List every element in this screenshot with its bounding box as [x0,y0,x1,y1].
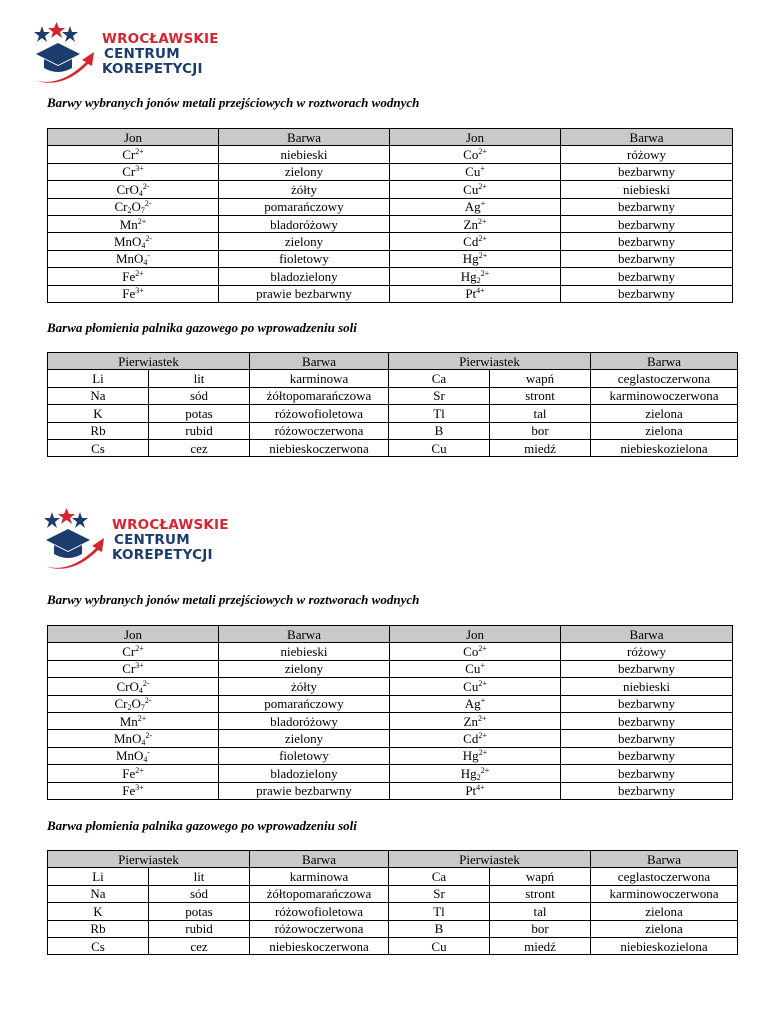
table-row [48,370,738,387]
ion-formula-cell [48,747,219,764]
ion-formula-cell [390,695,561,712]
color-cell: żółty [219,181,390,198]
flame-color-cell: karminowoczerwona [591,885,738,902]
color-cell: zielony [219,660,390,677]
element-symbol-cell: Sr [389,387,490,404]
ion-formula-cell [48,198,219,215]
formula-base: Mn [119,216,138,232]
flame-colors-table [47,352,738,457]
ion-formula-cell [48,730,219,747]
formula-base: Co [463,644,479,660]
color-cell: pomarańczowy [219,695,390,712]
color-cell: niebieski [219,146,390,163]
ion-formula-cell [48,678,219,695]
flame-colors-table [47,850,738,955]
flame-colors-caption: Barwa płomienia palnika gazowego po wprowadzeniu soli [47,818,357,833]
element-symbol-cell: Li [48,868,149,885]
formula-charge: 2- [142,678,150,688]
formula-subscript: 2 [476,275,481,285]
formula-charge: 2- [142,181,150,191]
formula-charge: + [480,661,485,671]
formula-base: CrO [116,181,139,197]
table-row [48,422,738,439]
color-cell: niebieski [561,678,733,695]
element-symbol-cell: Ca [389,370,490,387]
formula-base: Ag [464,696,481,712]
ion-formula-cell [390,268,561,285]
flame-color-cell: niebieskoczerwona [250,439,389,456]
element-name-cell: potas [149,903,250,920]
formula-charge: 4+ [476,286,485,296]
formula-base: MnO [113,234,142,250]
color-cell: bladoróżowy [219,712,390,729]
element-name-cell: cez [149,439,250,456]
formula-charge: 2+ [135,147,144,157]
color-cell: bezbarwny [561,765,733,782]
ion-formula-cell [390,181,561,198]
flame-color-cell: karminowoczerwona [591,387,738,404]
formula-base: MnO [115,251,144,267]
ion-formula-cell [390,146,561,163]
graduation-cap-stars-icon [40,508,112,570]
formula-base: Ag [464,199,481,215]
header-cell: Jon [390,626,561,643]
color-cell: bezbarwny [561,747,733,764]
color-cell: bezbarwny [561,268,733,285]
table-row [48,885,738,902]
table-row [48,215,733,232]
formula-base: Fe [122,268,136,284]
element-symbol-cell: Na [48,387,149,404]
brand-line-2: CENTRUM [114,532,190,548]
table-row [48,712,733,729]
color-cell: fioletowy [219,250,390,267]
brand-line-1: WROCŁAWSKIE [112,517,229,533]
formula-charge: 3+ [135,164,144,174]
header-cell: Jon [48,626,219,643]
flame-rows [48,370,738,457]
ion-formula-cell [390,215,561,232]
header-cell: Barwa [591,851,738,868]
formula-subscript: 2 [127,703,132,713]
formula-charge: + [480,696,486,706]
table-row [48,782,733,799]
table-header-row [48,353,738,370]
formula-subscript: 7 [140,206,145,216]
ion-formula-cell [48,285,219,302]
flame-color-cell: żółtopomarańczowa [250,885,389,902]
ion-formula-cell [48,146,219,163]
element-name-cell: sód [149,387,250,404]
element-name-cell: sód [149,885,250,902]
formula-base: Cu [465,661,481,677]
element-symbol-cell: K [48,903,149,920]
formula-charge: 2- [144,199,152,209]
ion-formula-cell [390,747,561,764]
color-cell: bladozielony [219,268,390,285]
flame-colors-caption: Barwa płomienia palnika gazowego po wprowadzeniu soli [47,320,357,335]
flame-color-cell: różowoczerwona [250,422,389,439]
element-symbol-cell: B [389,920,490,937]
element-name-cell: bor [490,422,591,439]
element-symbol-cell: Tl [389,405,490,422]
table-row [48,660,733,677]
element-name-cell: potas [149,405,250,422]
formula-subscript: 4 [141,241,146,251]
formula-subscript: 4 [143,755,148,765]
brand-name [112,518,229,563]
table-row [48,730,733,747]
flame-color-cell: różowofioletowa [250,405,389,422]
formula-base: Zn [463,216,478,232]
header-cell: Barwa [561,129,733,146]
element-symbol-cell: Cu [389,937,490,954]
formula-charge: 2+ [477,713,487,723]
table-row [48,643,733,660]
ion-formula-cell [48,181,219,198]
formula-base: Hg [462,748,479,764]
formula-base: Pt [465,286,477,302]
formula-base: Co [463,147,479,163]
ion-formula-cell [390,660,561,677]
formula-part: O [131,199,141,215]
header-cell: Barwa [561,626,733,643]
flame-color-cell: różowoczerwona [250,920,389,937]
table-row [48,250,733,267]
ion-formula-cell [48,233,219,250]
color-cell: fioletowy [219,747,390,764]
element-symbol-cell: Rb [48,920,149,937]
formula-charge: 3+ [135,286,144,296]
element-symbol-cell: Na [48,885,149,902]
table-row [48,439,738,456]
ion-formula-cell [390,765,561,782]
ion-colors-table [47,625,733,800]
formula-base: Fe [122,783,136,799]
color-cell: bezbarwny [561,233,733,250]
color-cell: bezbarwny [561,250,733,267]
table-row [48,747,733,764]
formula-charge: 2+ [477,216,487,226]
color-cell: niebieski [219,643,390,660]
table-header-row [48,129,733,146]
table-row [48,695,733,712]
formula-subscript: 4 [141,738,146,748]
formula-base: Cr [122,147,136,163]
element-symbol-cell: Sr [389,885,490,902]
formula-base: Hg [462,251,479,267]
color-cell: pomarańczowy [219,198,390,215]
color-cell: prawie bezbarwny [219,782,390,799]
formula-charge: 2+ [478,181,487,191]
table-header-row [48,851,738,868]
element-name-cell: lit [149,868,250,885]
formula-subscript: 2 [476,772,481,782]
header-cell: Pierwiastek [48,353,250,370]
formula-charge: 3+ [135,661,144,671]
ion-formula-cell [390,233,561,250]
table-row [48,146,733,163]
ion-formula-cell [390,712,561,729]
formula-base: Fe [122,286,136,302]
color-cell: bezbarwny [561,215,733,232]
header-cell: Jon [48,129,219,146]
table-row [48,233,733,250]
color-cell: bezbarwny [561,782,733,799]
table-row [48,181,733,198]
brand-name [102,32,219,77]
color-cell: bezbarwny [561,163,733,180]
color-cell: niebieski [561,181,733,198]
color-cell: bladozielony [219,765,390,782]
table-row [48,903,738,920]
brand-line-2: CENTRUM [104,46,180,62]
table-row [48,285,733,302]
formula-base: Cr [122,644,136,660]
table-row [48,405,738,422]
element-name-cell: wapń [490,370,591,387]
element-symbol-cell: Ca [389,868,490,885]
formula-charge: 2+ [478,147,487,157]
formula-base: Fe [122,765,136,781]
color-cell: bezbarwny [561,730,733,747]
flame-color-cell: karminowa [250,868,389,885]
color-cell: żółty [219,678,390,695]
element-symbol-cell: Li [48,370,149,387]
element-name-cell: tal [490,903,591,920]
color-cell: zielony [219,163,390,180]
formula-base: Pt [465,783,477,799]
color-cell: zielony [219,730,390,747]
formula-charge: 2- [145,234,153,244]
formula-charge: 2+ [478,251,488,261]
formula-subscript: 7 [140,703,145,713]
formula-subscript: 4 [143,258,148,268]
formula-charge: 2+ [480,268,490,278]
element-name-cell: stront [490,387,591,404]
element-name-cell: tal [490,405,591,422]
table-row [48,198,733,215]
formula-base: Cr [122,164,136,180]
element-name-cell: lit [149,370,250,387]
formula-base: Cu [463,678,479,694]
ion-formula-cell [48,163,219,180]
formula-charge: - [147,748,151,758]
ion-formula-cell [390,198,561,215]
ion-formula-cell [48,660,219,677]
table-row [48,387,738,404]
flame-color-cell: żółtopomarańczowa [250,387,389,404]
formula-base: Cr [114,696,128,712]
flame-color-cell: zielona [591,405,738,422]
color-cell: bezbarwny [561,660,733,677]
table-row [48,937,738,954]
ion-formula-cell [390,285,561,302]
flame-color-cell: ceglastoczerwona [591,868,738,885]
table-row [48,765,733,782]
element-symbol-cell: B [389,422,490,439]
graduation-cap-stars-icon [30,22,102,84]
ion-formula-cell [48,712,219,729]
color-cell: bezbarwny [561,285,733,302]
logo [40,508,240,574]
formula-base: Cu [463,181,479,197]
formula-base: Hg [460,765,477,781]
formula-charge: 4+ [476,783,485,793]
element-name-cell: miedź [490,937,591,954]
header-cell: Barwa [219,129,390,146]
ion-formula-cell [390,250,561,267]
formula-charge: + [480,164,485,174]
formula-charge: 2+ [478,644,487,654]
table-header-row [48,626,733,643]
formula-charge: 2+ [137,713,147,723]
ion-formula-cell [48,250,219,267]
flame-color-cell: zielona [591,903,738,920]
color-cell: bezbarwny [561,695,733,712]
ion-formula-cell [390,782,561,799]
header-cell: Barwa [250,353,389,370]
ion-colors-caption: Barwy wybranych jonów metali przejściowych w roztworach wodnych [47,95,420,110]
ion-formula-cell [390,730,561,747]
formula-charge: 2+ [480,765,490,775]
element-name-cell: bor [490,920,591,937]
element-name-cell: miedź [490,439,591,456]
formula-charge: 2- [145,731,153,741]
element-name-cell: rubid [149,920,250,937]
element-name-cell: cez [149,937,250,954]
color-cell: bezbarwny [561,712,733,729]
color-cell: zielony [219,233,390,250]
element-symbol-cell: Cs [48,937,149,954]
header-cell: Barwa [250,851,389,868]
color-cell: różowy [561,146,733,163]
formula-charge: + [480,199,486,209]
logo [30,22,230,88]
header-cell: Barwa [219,626,390,643]
element-symbol-cell: K [48,405,149,422]
color-cell: bezbarwny [561,198,733,215]
formula-base: Hg [460,268,477,284]
ion-formula-cell [390,643,561,660]
ion-formula-cell [48,643,219,660]
formula-base: Cd [463,731,479,747]
brand-line-3: KOREPETYCJI [102,61,203,77]
formula-charge: 2+ [137,216,147,226]
formula-part: O [131,696,141,712]
formula-charge: - [147,251,151,261]
header-cell: Jon [390,129,561,146]
element-symbol-cell: Rb [48,422,149,439]
ion-formula-cell [48,215,219,232]
flame-color-cell: zielona [591,920,738,937]
formula-charge: 3+ [135,783,144,793]
formula-subscript: 4 [138,685,143,695]
table-row [48,268,733,285]
brand-line-1: WROCŁAWSKIE [102,31,219,47]
table-row [48,678,733,695]
color-cell: prawie bezbarwny [219,285,390,302]
element-symbol-cell: Cu [389,439,490,456]
element-name-cell: rubid [149,422,250,439]
header-cell: Pierwiastek [389,851,591,868]
formula-base: MnO [113,731,142,747]
flame-rows [48,868,738,955]
table-row [48,868,738,885]
ion-formula-cell [48,695,219,712]
formula-charge: 2+ [135,644,144,654]
formula-charge: 2- [144,696,152,706]
ion-rows [48,643,733,800]
formula-base: Mn [119,713,138,729]
header-cell: Barwa [591,353,738,370]
brand-line-3: KOREPETYCJI [112,547,213,563]
ion-formula-cell [390,163,561,180]
color-cell: różowy [561,643,733,660]
formula-base: CrO [116,678,139,694]
formula-base: Zn [463,713,478,729]
ion-formula-cell [48,268,219,285]
formula-base: Cr [114,199,128,215]
flame-color-cell: różowofioletowa [250,903,389,920]
element-name-cell: stront [490,885,591,902]
table-row [48,163,733,180]
flame-color-cell: niebieskozielona [591,439,738,456]
formula-charge: 2+ [478,748,488,758]
flame-color-cell: niebieskozielona [591,937,738,954]
formula-charge: 2+ [478,234,487,244]
table-row [48,920,738,937]
formula-charge: 2+ [478,731,487,741]
formula-subscript: 4 [138,188,143,198]
formula-charge: 2+ [478,678,487,688]
formula-charge: 2+ [135,765,144,775]
color-cell: bladoróżowy [219,215,390,232]
element-name-cell: wapń [490,868,591,885]
flame-color-cell: zielona [591,422,738,439]
ion-colors-caption: Barwy wybranych jonów metali przejściowych w roztworach wodnych [47,592,420,607]
formula-base: Cr [122,661,136,677]
flame-color-cell: ceglastoczerwona [591,370,738,387]
formula-subscript: 2 [127,206,132,216]
ion-colors-table [47,128,733,303]
header-cell: Pierwiastek [389,353,591,370]
element-symbol-cell: Cs [48,439,149,456]
formula-base: Cu [465,164,481,180]
ion-formula-cell [48,782,219,799]
formula-base: Cd [463,234,479,250]
header-cell: Pierwiastek [48,851,250,868]
ion-rows [48,146,733,303]
ion-formula-cell [390,678,561,695]
ion-formula-cell [48,765,219,782]
formula-base: MnO [115,748,144,764]
formula-charge: 2+ [135,268,144,278]
flame-color-cell: niebieskoczerwona [250,937,389,954]
flame-color-cell: karminowa [250,370,389,387]
element-symbol-cell: Tl [389,903,490,920]
